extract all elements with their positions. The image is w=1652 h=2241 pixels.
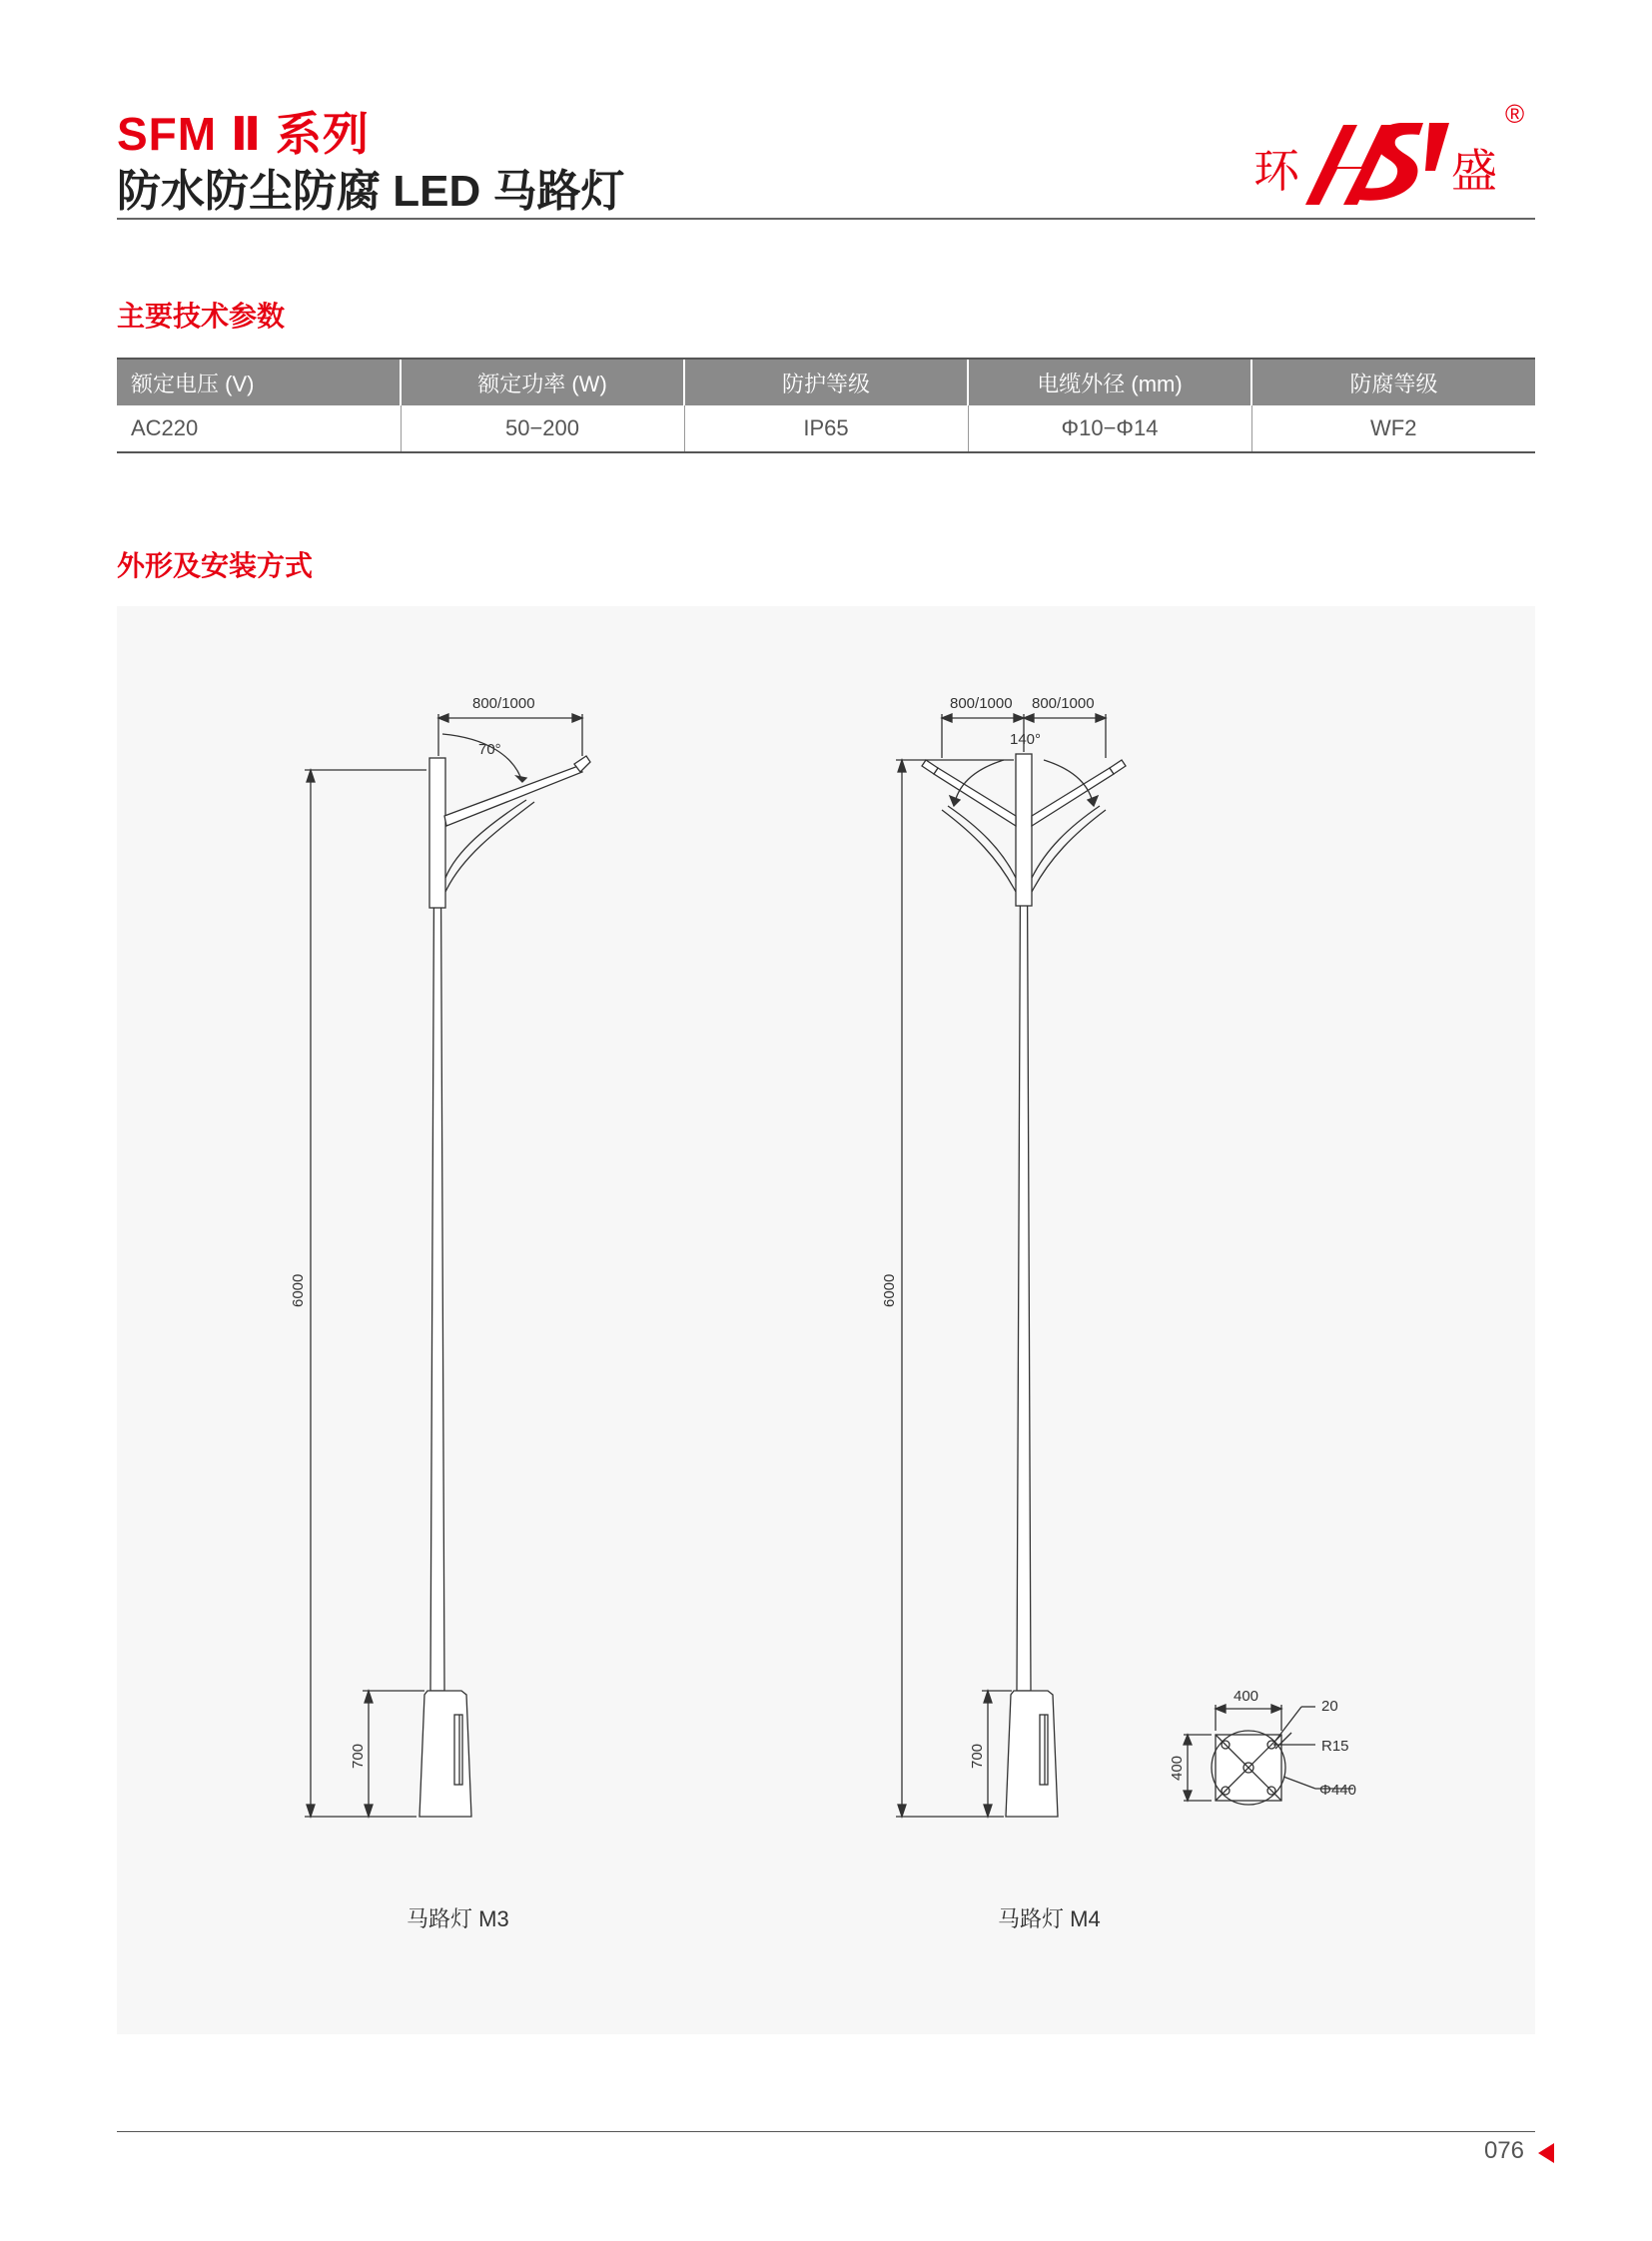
spec-value-power: 50−200 bbox=[401, 405, 684, 452]
specs-heading: 主要技术参数 bbox=[117, 301, 286, 332]
page-arrow-icon bbox=[1538, 2143, 1554, 2163]
spec-table bbox=[117, 358, 1535, 453]
spec-value-cable: Φ10−Φ14 bbox=[968, 405, 1251, 452]
m4-left-arm-dimension: 800/1000 bbox=[950, 695, 1013, 712]
installation-heading: 外形及安装方式 bbox=[117, 550, 314, 581]
spec-value-row bbox=[117, 405, 1535, 452]
spec-col-protection: 防护等级 bbox=[684, 359, 968, 405]
spec-value-anticorrosion: WF2 bbox=[1251, 405, 1535, 452]
page-number: 076 bbox=[1483, 2137, 1524, 2164]
flange-diameter-dimension: Φ440 bbox=[1319, 1782, 1356, 1799]
m3-base-height-dimension: 700 bbox=[350, 1743, 367, 1769]
m3-pole-drawing bbox=[305, 714, 590, 1817]
m4-right-arm-dimension: 800/1000 bbox=[1032, 695, 1095, 712]
flange-radius-dimension: R15 bbox=[1321, 1738, 1349, 1755]
spec-col-cable: 电缆外径 (mm) bbox=[968, 359, 1251, 405]
m3-angle-label: 70° bbox=[478, 741, 501, 758]
spec-col-power: 额定功率 (W) bbox=[401, 359, 684, 405]
drawing-panel bbox=[117, 606, 1535, 2034]
footer-divider bbox=[117, 2131, 1535, 2132]
m4-caption: 马路灯 M4 bbox=[998, 1906, 1101, 1931]
flange-height-dimension: 400 bbox=[1169, 1755, 1186, 1781]
m3-height-dimension: 6000 bbox=[290, 1273, 307, 1307]
logo-registered-mark: ® bbox=[1505, 99, 1525, 129]
spec-col-anticorrosion: 防腐等级 bbox=[1251, 359, 1535, 405]
logo-right-char: 盛 bbox=[1451, 145, 1497, 197]
m3-arm-dimension: 800/1000 bbox=[472, 695, 535, 712]
spec-header-row bbox=[117, 359, 1535, 405]
flange-hole-dimension: 20 bbox=[1321, 1698, 1338, 1715]
m3-caption: 马路灯 M3 bbox=[407, 1906, 509, 1931]
logo-left-char: 环 bbox=[1253, 145, 1299, 197]
flange-width-dimension: 400 bbox=[1234, 1688, 1259, 1705]
logo-hs-mark bbox=[1305, 123, 1449, 205]
spec-value-protection: IP65 bbox=[684, 405, 968, 452]
product-title: 防水防尘防腐 LED 马路灯 bbox=[117, 167, 625, 216]
spec-value-voltage: AC220 bbox=[117, 405, 401, 452]
m4-height-dimension: 6000 bbox=[881, 1273, 898, 1307]
technical-drawing bbox=[117, 606, 1535, 2034]
brand-logo bbox=[1253, 95, 1533, 215]
m4-angle-label: 140° bbox=[1010, 731, 1042, 748]
header-divider bbox=[117, 218, 1535, 220]
m4-pole-drawing bbox=[896, 714, 1126, 1817]
spec-col-voltage: 额定电压 (V) bbox=[117, 359, 401, 405]
series-title: SFM Ⅱ 系列 bbox=[117, 108, 370, 160]
m4-base-height-dimension: 700 bbox=[969, 1743, 986, 1769]
